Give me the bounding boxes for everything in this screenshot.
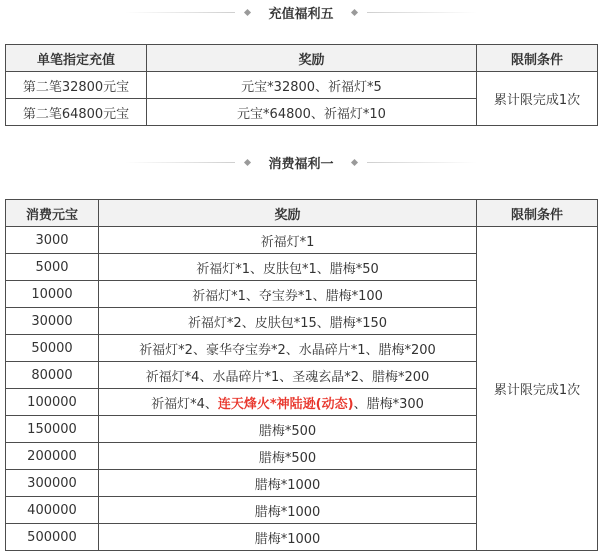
- amount-cell: 150000: [6, 416, 99, 443]
- amount-cell: 50000: [6, 335, 99, 362]
- section-title-consume: [0, 150, 602, 174]
- amount-cell: 80000: [6, 362, 99, 389]
- limit-cell: 累计限完成1次: [477, 72, 598, 126]
- header-amount: 消费元宝: [6, 200, 99, 227]
- amount-cell: 300000: [6, 470, 99, 497]
- reward-cell: 祈福灯*2、豪华夺宝券*2、水晶碎片*1、腊梅*200: [99, 335, 477, 362]
- diamond-icon: [244, 158, 251, 165]
- reward-cell: 祈福灯*1、皮肤包*1、腊梅*50: [99, 254, 477, 281]
- header-condition: 单笔指定充值: [6, 45, 147, 72]
- diamond-icon: [350, 158, 357, 165]
- section-title-text: 充值福利五: [268, 6, 334, 22]
- header-limit: 限制条件: [477, 200, 598, 227]
- table-header-row: [6, 200, 598, 227]
- reward-text: 、腊梅*300: [353, 396, 424, 412]
- consume-reward-table: [5, 199, 598, 551]
- amount-cell: 500000: [6, 524, 99, 551]
- diamond-icon: [350, 8, 357, 15]
- amount-cell: 30000: [6, 308, 99, 335]
- reward-cell: 元宝*32800、祈福灯*5: [147, 72, 477, 99]
- reward-cell: 祈福灯*2、皮肤包*15、腊梅*150: [99, 308, 477, 335]
- limit-cell: 累计限完成1次: [477, 227, 598, 551]
- amount-cell: 100000: [6, 389, 99, 416]
- reward-cell: 腊梅*1000: [99, 470, 477, 497]
- reward-cell: 腊梅*500: [99, 443, 477, 470]
- amount-cell: 5000: [6, 254, 99, 281]
- condition-cell: 第二笔32800元宝: [6, 72, 147, 99]
- title-divider-left: [125, 162, 235, 163]
- reward-cell: 腊梅*1000: [99, 497, 477, 524]
- title-divider-left: [125, 12, 235, 13]
- title-divider-right: [367, 162, 477, 163]
- amount-cell: 200000: [6, 443, 99, 470]
- amount-cell: 400000: [6, 497, 99, 524]
- diamond-icon: [244, 8, 251, 15]
- condition-cell: 第二笔64800元宝: [6, 99, 147, 126]
- section-title-text: 消费福利一: [268, 156, 334, 172]
- reward-text: 祈福灯*4、: [151, 396, 218, 412]
- table-header-row: [6, 45, 598, 72]
- header-limit: 限制条件: [477, 45, 598, 72]
- amount-cell: 3000: [6, 227, 99, 254]
- reward-cell: 祈福灯*1、夺宝券*1、腊梅*100: [99, 281, 477, 308]
- header-reward: 奖励: [99, 200, 477, 227]
- title-divider-right: [367, 12, 477, 13]
- header-reward: 奖励: [147, 45, 477, 72]
- reward-cell: 腊梅*1000: [99, 524, 477, 551]
- reward-cell: [99, 389, 477, 416]
- amount-cell: 10000: [6, 281, 99, 308]
- section-title-recharge: [0, 0, 602, 24]
- reward-cell: 元宝*64800、祈福灯*10: [147, 99, 477, 126]
- reward-cell: 腊梅*500: [99, 416, 477, 443]
- reward-cell: 祈福灯*4、水晶碎片*1、圣魂玄晶*2、腊梅*200: [99, 362, 477, 389]
- highlight-reward-text: 连天烽火*神陆逊(动态): [217, 396, 354, 412]
- recharge-reward-table: [5, 44, 598, 126]
- reward-cell: 祈福灯*1: [99, 227, 477, 254]
- table-row: [6, 72, 598, 99]
- table-row: [6, 227, 598, 254]
